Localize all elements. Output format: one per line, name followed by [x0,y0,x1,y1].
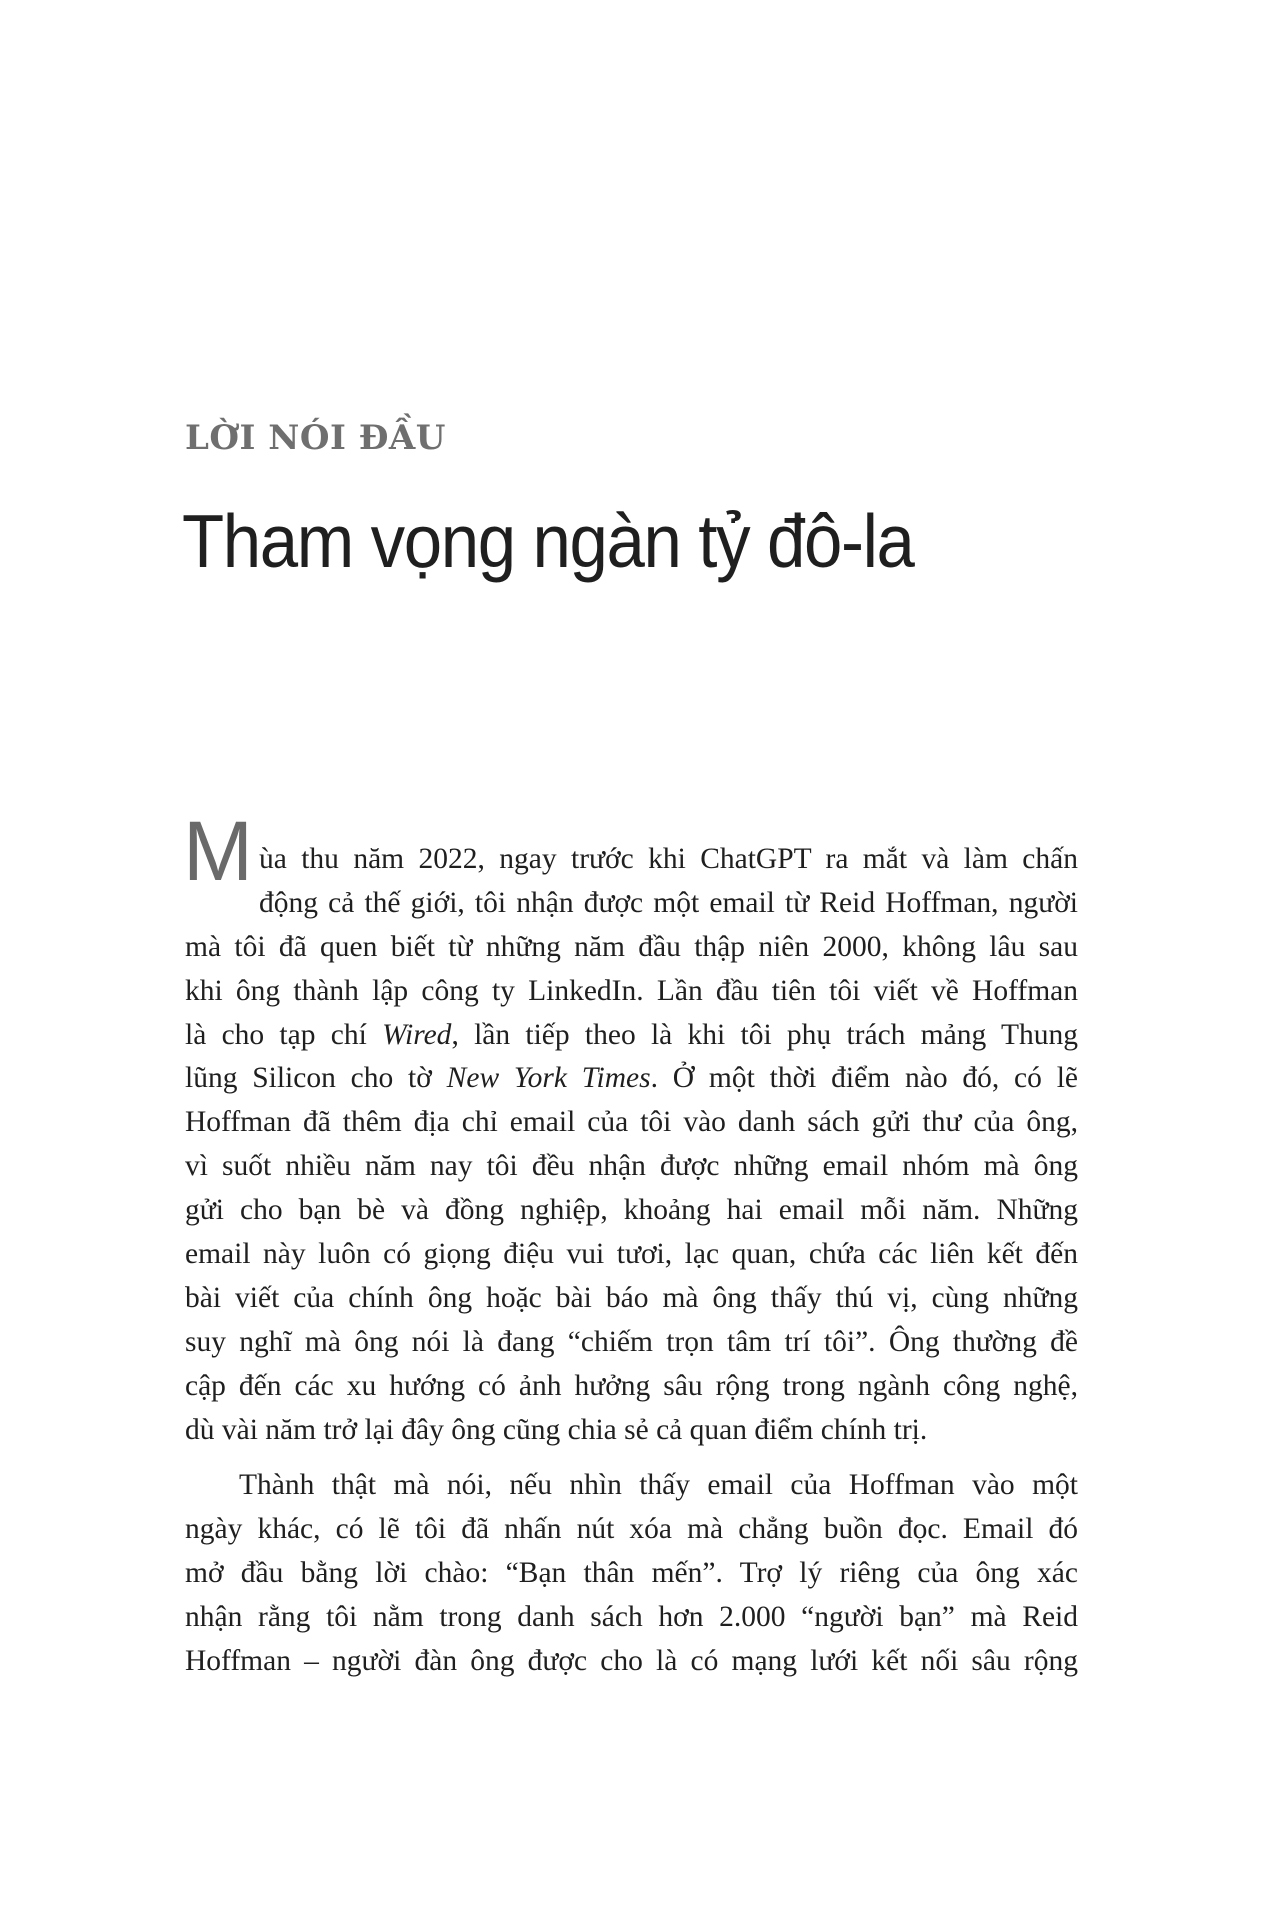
text-line: cập đến các xu hướng có ảnh hưởng sâu rộng trong ngành công nghệ, [185,1369,1078,1402]
text-run: , lần tiếp theo là khi tôi phụ trách mảng Thung [451,1018,1078,1051]
text-line: ngày khác, có lẽ tôi đã nhấn nút xóa mà chẳng buồn đọc. Email đó [185,1513,1078,1546]
paragraph-1 [183,804,1078,1452]
text-line: bài viết của chính ông hoặc bài báo mà ông thấy thú vị, cùng những [185,1281,1078,1314]
text-line: vì suốt nhiều năm nay tôi đều nhận được những email nhóm mà ông [185,1150,1078,1183]
text-line: mở đầu bằng lời chào: “Bạn thân mến”. Trợ lý riêng của ông xác [185,1557,1078,1590]
text-line: suy nghĩ mà ông nói là đang “chiếm trọn tâm trí tôi”. Ông thường đề [185,1325,1078,1358]
text-line: khi ông thành lập công ty LinkedIn. Lần đầu tiên tôi viết về Hoffman [185,974,1078,1007]
text-line: động cả thế giới, tôi nhận được một email từ Reid Hoffman, người [258,886,1078,919]
text-line: nhận rằng tôi nằm trong danh sách hơn 2.000 “người bạn” mà Reid [185,1601,1078,1634]
text-line: Hoffman đã thêm địa chỉ email của tôi vào danh sách gửi thư của ông, [185,1106,1078,1139]
text-line: ùa thu năm 2022, ngay trước khi ChatGPT ra mắt và làm chấn [258,843,1078,875]
text-line: Hoffman – người đàn ông được cho là có mạng lưới kết nối sâu rộng [185,1645,1078,1678]
newspaper-title: New York Times [446,1062,651,1095]
text-line: mà tôi đã quen biết từ những năm đầu thập niên 2000, không lâu sau [185,930,1078,963]
drop-cap: M [183,804,253,898]
chapter-title: Tham vọng ngàn tỷ đô-la [182,499,914,583]
text-line [185,1057,1078,1101]
text-run: lũng Silicon cho tờ [185,1062,447,1095]
text-line: Thành thật mà nói, nếu nhìn thấy email của Hoffman vào một [239,1469,1078,1502]
chapter-kicker: LỜI NÓI ĐẦU [185,418,446,458]
magazine-title: Wired [382,1018,452,1051]
body-text [183,804,1078,1684]
text-line: gửi cho bạn bè và đồng nghiệp, khoảng hai email mỗi năm. Những [185,1194,1078,1227]
text-line [185,1014,1078,1058]
text-run: là cho tạp chí [185,1018,383,1051]
text-line: email này luôn có giọng điệu vui tươi, lạc quan, chứa các liên kết đến [185,1238,1078,1271]
text-run: . Ở một thời điểm nào đó, có lẽ [650,1062,1078,1095]
text-line: dù vài năm trở lại đây ông cũng chia sẻ cả quan điểm chính trị. [185,1413,928,1446]
paragraph-2 [185,1464,1078,1683]
